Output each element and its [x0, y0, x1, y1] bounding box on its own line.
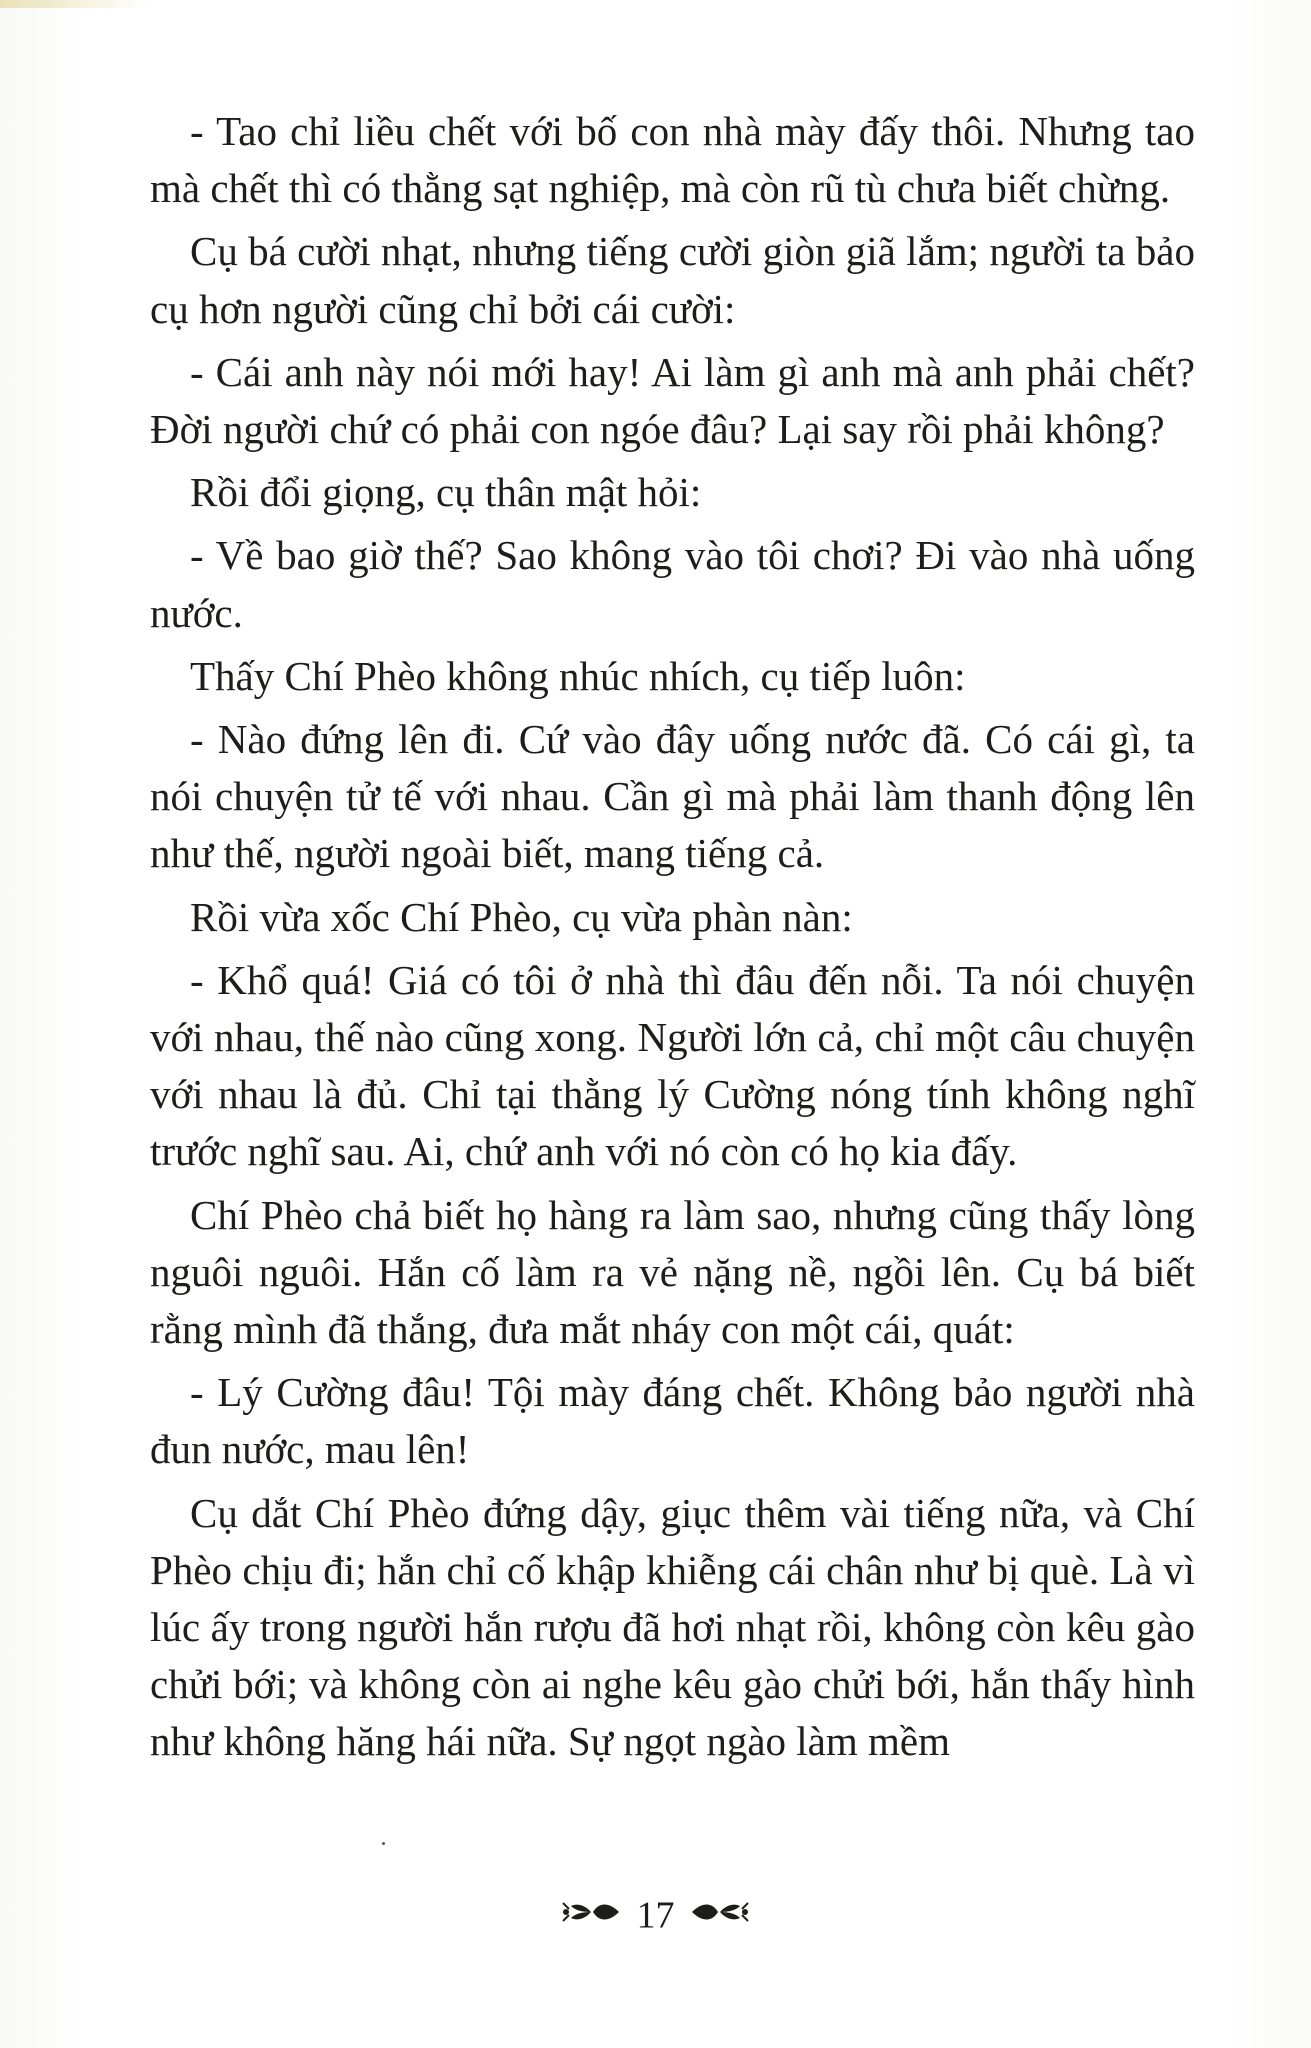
fleuron-right-icon — [690, 1891, 750, 1939]
paragraph: - Về bao giờ thế? Sao không vào tôi chơi? Đi vào nhà uống nước. — [150, 532, 1195, 636]
paragraph: Thấy Chí Phèo không nhúc nhích, cụ tiếp luôn: — [190, 652, 966, 699]
paragraph: Rồi vừa xốc Chí Phèo, cụ vừa phàn nàn: — [190, 893, 853, 940]
paragraph: - Cái anh này nói mới hay! Ai làm gì anh mà anh phải chết? Đời người chứ có phải con ngóe đâu? Lại say rồi phải không? — [150, 348, 1195, 453]
body-text — [150, 103, 1195, 1777]
print-speck — [382, 1842, 385, 1845]
paragraph: - Lý Cường đâu! Tội mày đáng chết. Không bảo người nhà đun nước, mau lên! — [150, 1369, 1195, 1473]
page-edge-mark — [0, 0, 150, 8]
paragraph: - Khổ quá! Giá có tôi ở nhà thì đâu đến nỗi. Ta nói chuyện với nhau, thế nào cũng xong. Người lớn cả, chỉ một câu chuyện với nhau là đủ. Chỉ tại thằng lý Cường nóng tính không nghĩ trước nghĩ sau. Ai, chứ anh với nó còn có họ kia đấy. — [150, 956, 1195, 1175]
page-footer — [0, 1888, 1311, 1939]
paragraph: Cụ dắt Chí Phèo đứng dậy, giục thêm vài tiếng nữa, và Chí Phèo chịu đi; hắn chỉ cố khập khiễng cái chân như bị què. Là vì lúc ấy trong người hắn rượu đã hơi nhạt rồi, không còn kêu gào chửi bới; và không còn ai nghe kêu gào chửi bới, hắn thấy hình như không hăng hái nữa. Sự ngọt ngào làm mềm — [150, 1489, 1195, 1765]
paragraph: Cụ bá cười nhạt, nhưng tiếng cười giòn giã lắm; người ta bảo cụ hơn người cũng chỉ bởi cái cười: — [150, 228, 1195, 332]
page-number: 17 — [636, 1894, 675, 1937]
paragraph: - Tao chỉ liều chết với bố con nhà mày đấy thôi. Nhưng tao mà chết thì có thằng sạt nghiệp, mà còn rũ tù chưa biết chừng. — [150, 108, 1195, 212]
paragraph: - Nào đứng lên đi. Cứ vào đây uống nước đã. Có cái gì, ta nói chuyện tử tế với nhau. Cần gì mà phải làm thanh động lên như thế, người ngoài biết, mang tiếng cả. — [150, 716, 1195, 877]
paragraph: Rồi đổi giọng, cụ thân mật hỏi: — [190, 469, 702, 516]
fleuron-left-icon — [561, 1891, 621, 1939]
paragraph: Chí Phèo chả biết họ hàng ra làm sao, nhưng cũng thấy lòng nguôi nguôi. Hắn cố làm ra vẻ nặng nề, ngồi lên. Cụ bá biết rằng mình đã thắng, đưa mắt nháy con một cái, quát: — [150, 1191, 1195, 1353]
